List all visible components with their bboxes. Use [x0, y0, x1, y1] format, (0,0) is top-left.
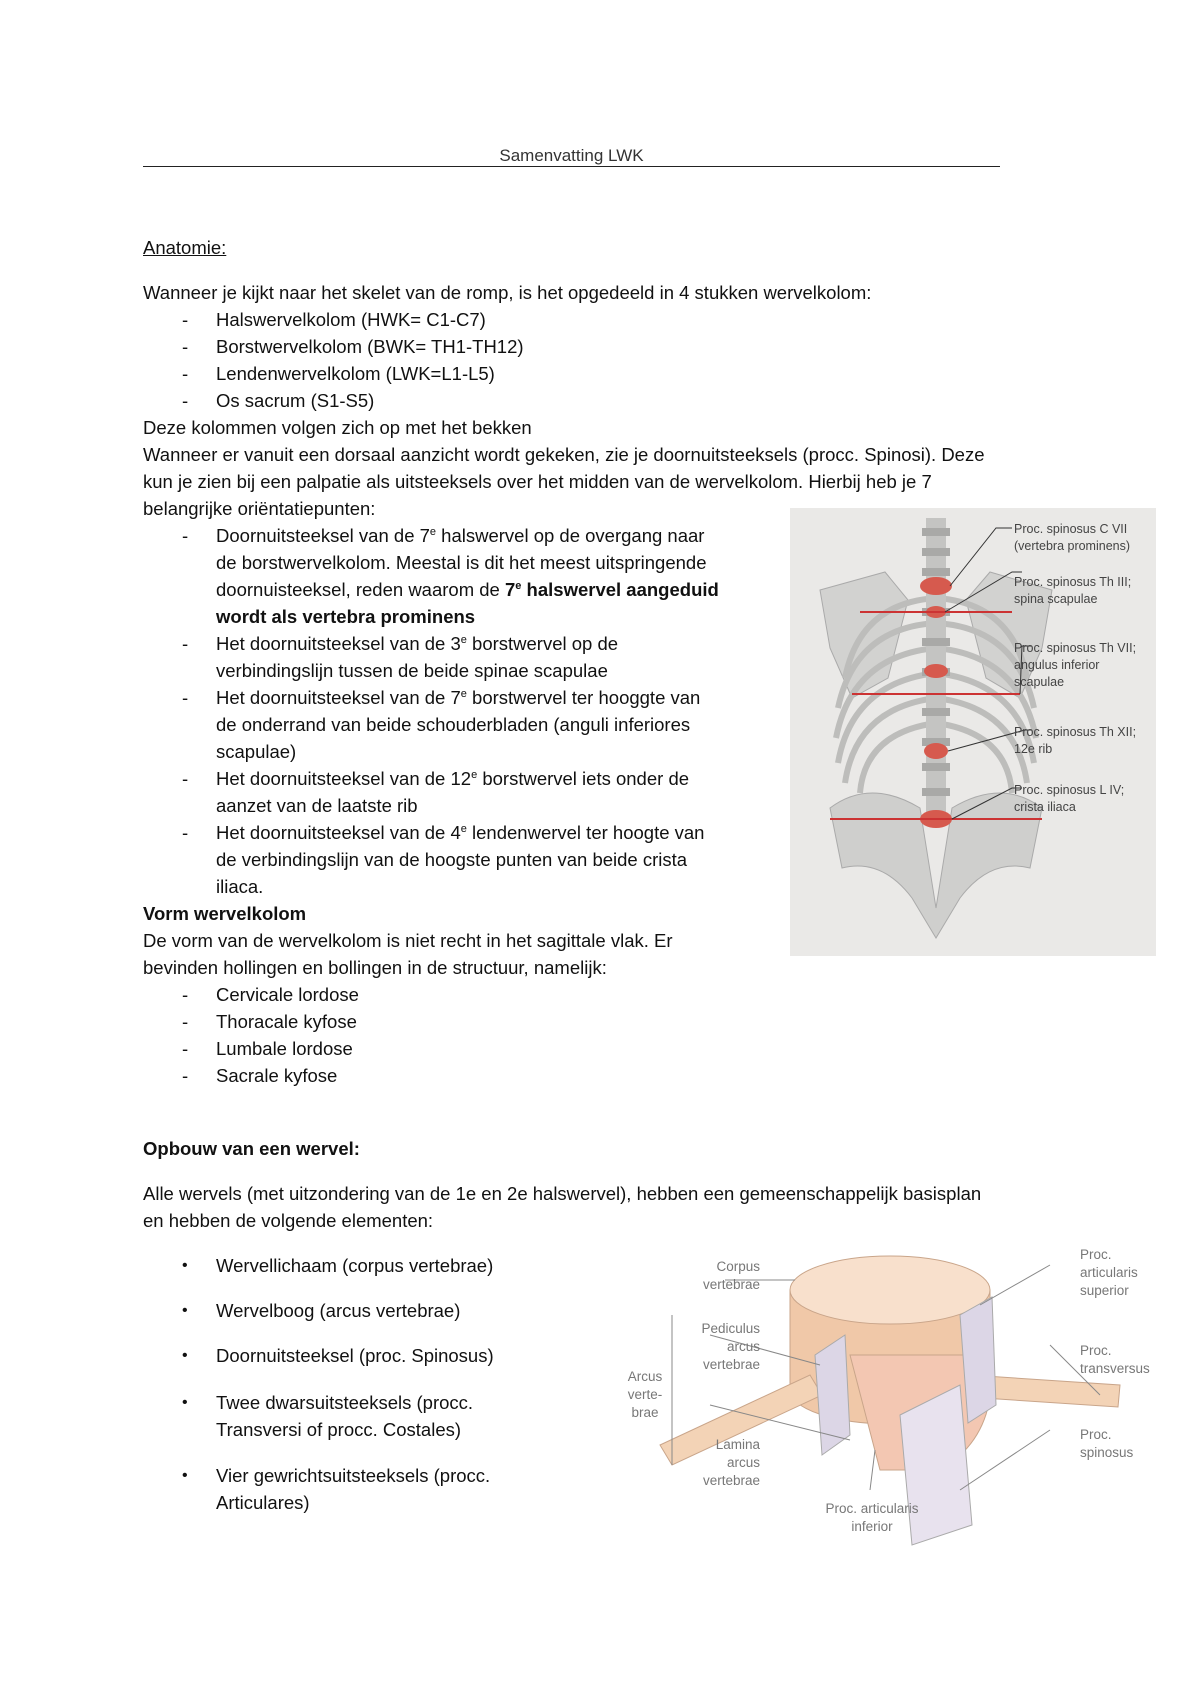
- curve-item: Sacrale kyfose: [216, 1065, 338, 1086]
- spine-label: Proc. spinosus L IV; crista iliaca: [1014, 783, 1125, 814]
- region-item: Os sacrum (S1-S5): [216, 390, 375, 411]
- element-item: Vier gewrichtsuitsteeksels (procc.: [216, 1465, 491, 1486]
- bullet-marker: •: [182, 1394, 188, 1411]
- landmark-item: Het doornuitsteeksel van de 4e lendenwervel ter hoogte van: [216, 822, 705, 843]
- dash-marker: -: [182, 1038, 189, 1059]
- dash-marker: -: [182, 336, 189, 357]
- paragraph-line: kun je zien bij een palpatie als uitsteeksels over het midden van de wervelkolom. Hierbij heb je 7: [143, 471, 932, 492]
- vertebra-figure: [600, 1235, 1180, 1565]
- document-title: Samenvatting LWK: [499, 146, 644, 165]
- region-item: Lendenwervelkolom (LWK=L1-L5): [216, 363, 495, 384]
- paragraph-line: Wanneer er vanuit een dorsaal aanzicht wordt gekeken, zie je doornuitsteeksels (procc. Spinosi). Deze: [143, 444, 985, 465]
- landmark-item: Het doornuitsteeksel van de 3e borstwervel op de: [216, 633, 619, 654]
- landmark-item-line: de onderrand van beide schouderbladen (anguli inferiores: [216, 714, 691, 735]
- bullet-marker: •: [182, 1302, 188, 1319]
- landmark-item: Het doornuitsteeksel van de 12e borstwervel iets onder de: [216, 768, 690, 789]
- dash-marker: -: [182, 309, 189, 330]
- bullet-marker: •: [182, 1467, 188, 1484]
- dash-marker: -: [182, 984, 189, 1005]
- curve-item: Cervicale lordose: [216, 984, 359, 1005]
- curve-item: Lumbale lordose: [216, 1038, 353, 1059]
- label-corpus: Corpus vertebrae: [702, 1259, 760, 1292]
- region-item: Borstwervelkolom (BWK= TH1-TH12): [216, 336, 524, 357]
- landmark-item: Het doornuitsteeksel van de 7e borstwervel ter hooggte van: [216, 687, 701, 708]
- label-transversus: Proc. transversus: [1080, 1343, 1150, 1376]
- intro-paragraph: Wanneer je kijkt naar het skelet van de romp, is het opgedeeld in 4 stukken wervelkolom:: [143, 282, 872, 303]
- dash-marker: -: [182, 768, 189, 789]
- paragraph-line: bevinden hollingen en bollingen in de structuur, namelijk:: [143, 957, 607, 978]
- spine-label: Proc. spinosus Th III; spina scapulae: [1014, 575, 1132, 606]
- paragraph-bekken: Deze kolommen volgen zich op met het bekken: [143, 417, 532, 438]
- section-heading-opbouw: Opbouw van een wervel:: [143, 1138, 360, 1159]
- label-art-inferior: Proc. articularis inferior: [825, 1501, 919, 1534]
- element-item-line: Transversi of procc. Costales): [216, 1419, 462, 1440]
- corpus-top: [790, 1256, 990, 1324]
- curve-item: Thoracale kyfose: [216, 1011, 357, 1032]
- landmark-item-line: verbindingslijn tussen de beide spinae scapulae: [216, 660, 608, 681]
- dash-marker: -: [182, 1011, 189, 1032]
- dash-marker: -: [182, 1065, 189, 1086]
- left-pediculus: [815, 1335, 850, 1455]
- paragraph-line: De vorm van de wervelkolom is niet recht in het sagittale vlak. Er: [143, 930, 673, 951]
- element-item: Twee dwarsuitsteeksels (procc.: [216, 1392, 474, 1413]
- spine-dorsal-figure: [790, 508, 1156, 956]
- dash-marker: -: [182, 822, 189, 843]
- element-item: Wervellichaam (corpus vertebrae): [216, 1255, 494, 1276]
- landmark-item-line: doornuisteeksel, reden waarom de 7e halswervel aangeduid: [216, 579, 719, 600]
- landmark-item: Doornuitsteeksel van de 7e halswervel op de overgang naar: [216, 525, 705, 546]
- spine-label: Proc. spinosus Th XII; 12e rib: [1014, 725, 1137, 756]
- element-item: Wervelboog (arcus vertebrae): [216, 1300, 461, 1321]
- section-heading-anatomie: Anatomie:: [143, 237, 227, 258]
- region-item: Halswervelkolom (HWK= C1-C7): [216, 309, 486, 330]
- landmark-item-line: scapulae): [216, 741, 297, 762]
- element-item: Doornuitsteeksel (proc. Spinosus): [216, 1345, 494, 1366]
- title-rule: [143, 166, 1000, 167]
- spine-label: Proc. spinosus C VII (vertebra prominens): [1014, 522, 1131, 553]
- bullet-marker: •: [182, 1347, 188, 1364]
- label-pediculus: Pediculus arcus vertebrae: [701, 1321, 760, 1372]
- landmark-item-line: iliaca.: [216, 876, 264, 897]
- landmark-item-line: de borstwervelkolom. Meestal is dit het meest uitspringende: [216, 552, 707, 573]
- paragraph-line: belangrijke oriëntatiepunten:: [143, 498, 376, 519]
- dash-marker: -: [182, 633, 189, 654]
- dash-marker: -: [182, 363, 189, 384]
- label-lamina: Lamina arcus vertebrae: [702, 1437, 760, 1488]
- paragraph-line: Alle wervels (met uitzondering van de 1e en 2e halswervel), hebben een gemeenschappelijk basisplan: [143, 1183, 982, 1204]
- dash-marker: -: [182, 525, 189, 546]
- label-arcus: Arcus verte-brae: [627, 1369, 663, 1420]
- landmark-item-line: aanzet van de laatste rib: [216, 795, 418, 816]
- label-art-superior: Proc. articularis superior: [1080, 1247, 1138, 1298]
- landmark-item-line: de verbindingslijn van de hoogste punten van beide crista: [216, 849, 688, 870]
- landmark-item-line: wordt als vertebra prominens: [216, 606, 476, 627]
- element-item-line: Articulares): [216, 1492, 310, 1513]
- dash-marker: -: [182, 390, 189, 411]
- subheading-vorm: Vorm wervelkolom: [143, 903, 307, 924]
- paragraph-line: en hebben de volgende elementen:: [143, 1210, 434, 1231]
- spine-label: Proc. spinosus Th VII; angulus inferior scapulae: [1014, 641, 1137, 689]
- label-spinosus: Proc. spinosus: [1080, 1427, 1134, 1460]
- bullet-marker: •: [182, 1257, 188, 1274]
- dash-marker: -: [182, 687, 189, 708]
